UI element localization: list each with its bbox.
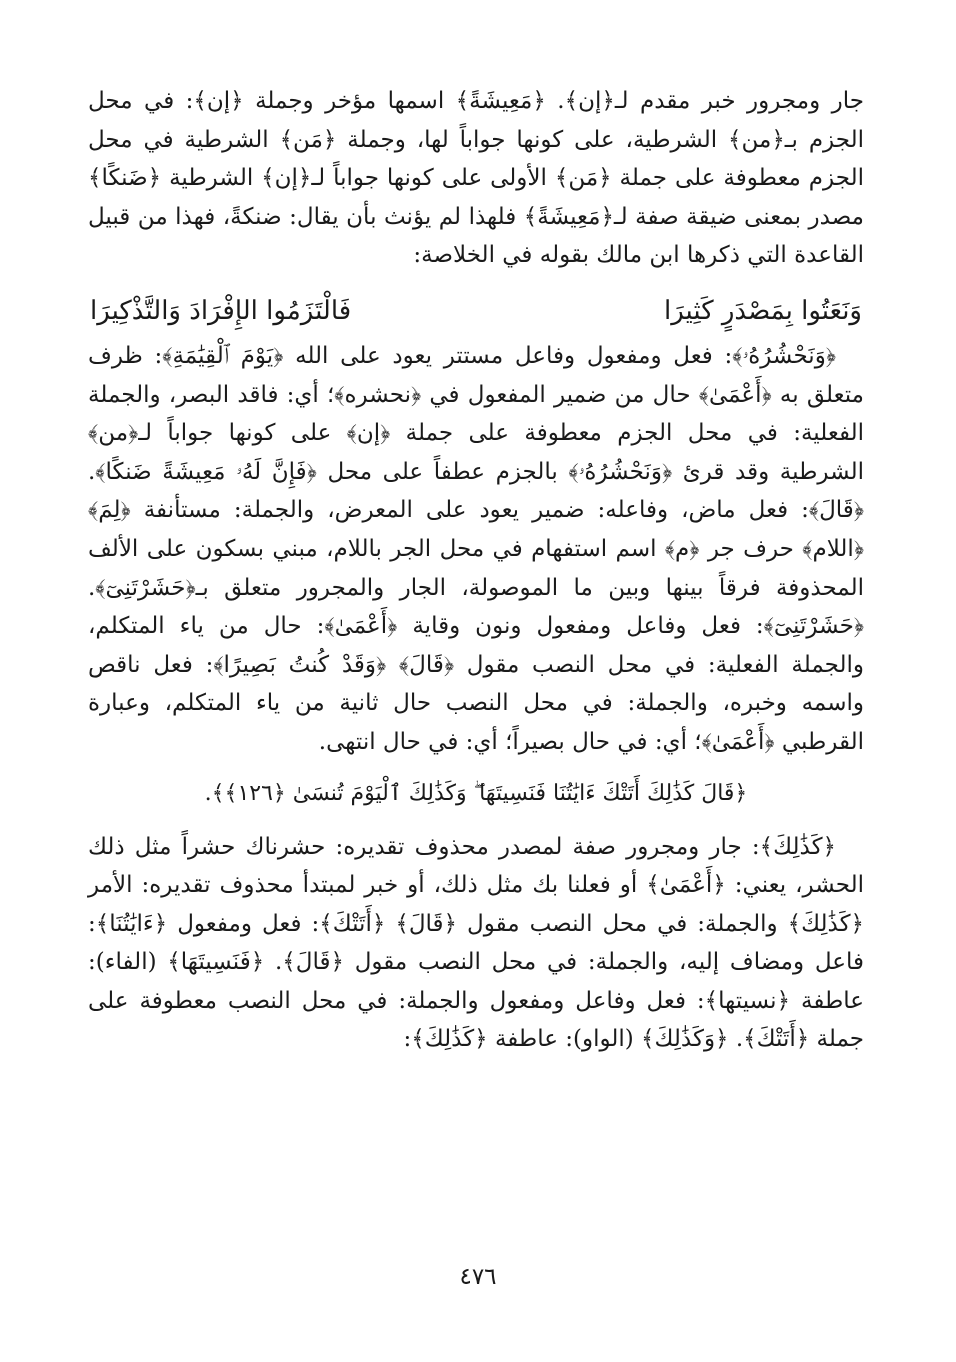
paragraph-verse-analysis: ﴿كَذَٰلِكَ﴾: جار ومجرور صفة لمصدر محذوف تقديره: حشرناك حشراً مثل ذلك الحشر، يعني: ﴿أَعْمَىٰ﴾ أو فعلنا بك مثل ذلك، أو خبر لمبتدأ محذوف تقديره: الأمر ﴿كَذَٰلِكَ﴾ والجملة: في محل النصب مقول ﴿قَالَ﴾ ﴿أَتَتْكَ﴾: فعل ومفعول ﴿ءَايَٰتُنَا﴾: فاعل ومضاف إليه، والجملة: في محل النصب مقول ﴿قَالَ﴾. ﴿فَنَسِيتَهَا﴾ (الفاء): عاطفة ﴿نسيتها﴾: فعل وفاعل ومفعول والجملة: في محل النصب معطوفة على جملة ﴿أَتَتْكَ﴾. ﴿وَكَذَٰلِكَ﴾ (الواو): عاطفة ﴿كَذَٰلِكَ﴾: — [88, 833, 864, 1053]
page-body — [88, 82, 864, 1059]
page-number: ٤٧٦ — [459, 1264, 497, 1290]
poem-first-hemistich: وَنَعَتُوا بِمَصْدَرٍ كَثِيرَا — [663, 295, 862, 326]
paragraph-grammar-analysis: ﴿وَنَحْشُرُهُۥ﴾: فعل ومفعول وفاعل مستتر يعود على الله ﴿يَوْمَ ٱلْقِيَٰمَةِ﴾: ظرف متعلق به ﴿أَعْمَىٰ﴾ حال من ضمير المفعول في ﴿نحشره﴾؛ أي: فاقد البصر، والجملة الفعلية: في محل الجزم معطوفة على جملة ﴿إن﴾ على كونها جواباً لـ﴿من﴾ الشرطية وقد قرئ ﴿وَنَحْشُرُهُۥ﴾ بالجزم عطفاً على محل ﴿فَإِنَّ لَهُۥ مَعِيشَةً ضَنكًا﴾. ﴿قَالَ﴾: فعل ماض، وفاعله: ضمير يعود على المعرض، والجملة: مستأنفة ﴿لِمَ﴾ ﴿اللام﴾ حرف جر ﴿م﴾ اسم استفهام في محل الجر باللام، مبني بسكون على الألف المحذوفة فرقاً بينها وبين ما الموصولة، الجار والمجرور متعلق بـ﴿حَشَرْتَنِىٓ﴾. ﴿حَشَرْتَنِىٓ﴾: فعل وفاعل ومفعول ونون وقاية ﴿أَعْمَىٰ﴾: حال من ياء المتكلم، والجملة الفعلية: في محل النصب مقول ﴿قَالَ﴾ ﴿وَقَدْ كُنتُ بَصِيرًا﴾: فعل ناقص واسمه وخبره، والجملة: في محل النصب حال ثانية من ياء المتكلم، وعبارة القرطبي ﴿أَعْمَىٰ﴾؛ أي: في حال بصيراً؛ أي: في حال انتهى. — [88, 342, 864, 755]
poem-verse — [88, 291, 864, 331]
quran-verse: ﴿قَالَ كَذَٰلِكَ أَتَتْكَ ءَايَٰتُنَا فَنَسِيتَهَا ۖ وَكَذَٰلِكَ ٱلْيَوْمَ تُنسَىٰ ﴿١٢٦﴾﴾. — [204, 780, 748, 806]
poem-second-hemistich: فَالْتَزَمُوا الإِفْرَادَ وَالتَّذْكِيرَا — [90, 295, 352, 326]
paragraph-intro: جار ومجرور خبر مقدم لـ﴿إن﴾. ﴿مَعِيشَةً﴾ اسمها مؤخر وجملة ﴿إن﴾: في محل الجزم بـ﴿من﴾ الشرطية، على كونها جواباً لها، وجملة ﴿مَن﴾ الشرطية في محل الجزم معطوفة على جملة ﴿مَن﴾ الأولى على كونها جواباً لـ﴿إن﴾ الشرطية ﴿ضَنكًا﴾ مصدر بمعنى ضيقة صفة لـ﴿مَعِيشَةً﴾ فلهذا لم يؤنث بأن يقال: ضنكةً، فهذا من قبيل القاعدة التي ذكرها ابن مالك بقوله في الخلاصة: — [88, 88, 864, 269]
